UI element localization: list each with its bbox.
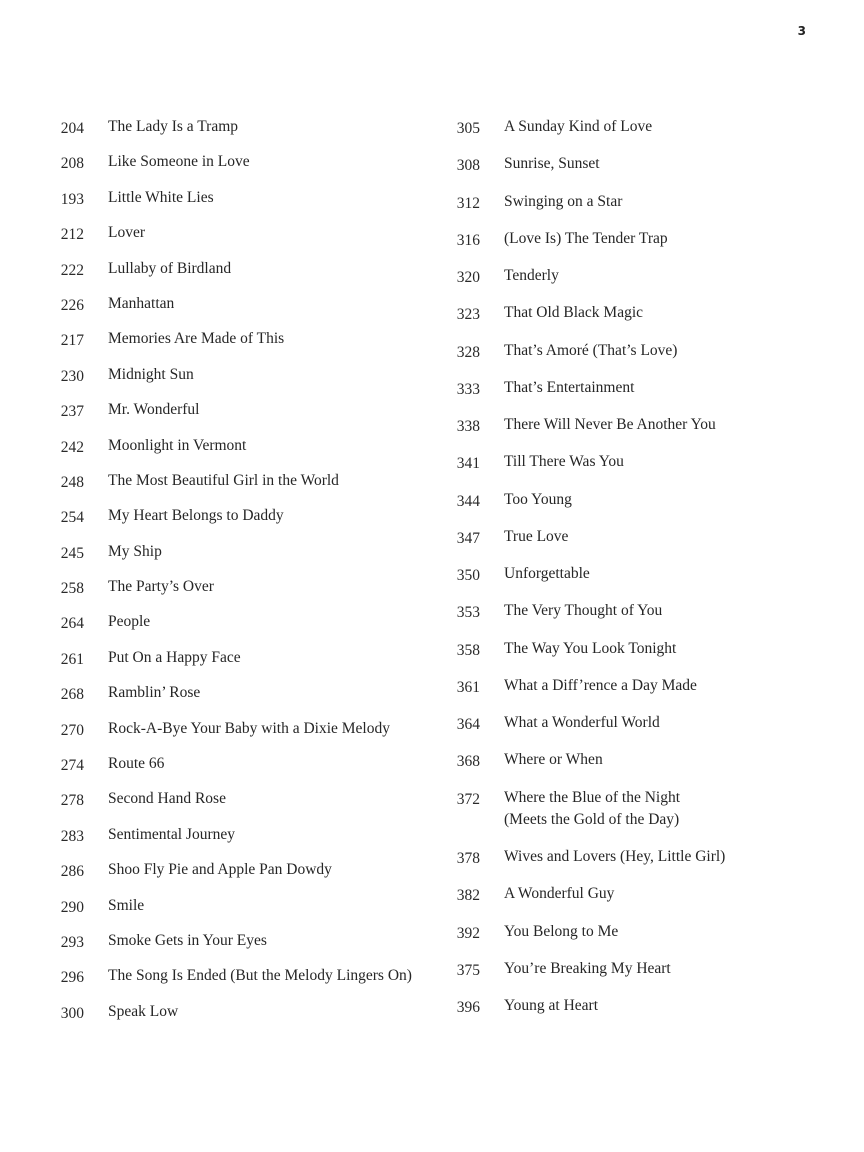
entry-title: The Party’s Over (108, 578, 214, 596)
contents-entry (436, 675, 846, 712)
contents-entry (436, 451, 846, 488)
contents-entry (40, 187, 440, 222)
contents-entry (40, 505, 440, 540)
entry-title: A Sunday Kind of Love (504, 118, 653, 135)
entry-page-number: 347 (456, 529, 480, 547)
entry-title: Where or When (504, 751, 603, 769)
entry-title: The Song Is Ended (But the Melody Lingers On) (108, 967, 412, 985)
entry-title: Smile (108, 896, 145, 914)
contents-entry (436, 712, 846, 749)
entry-title: Second Hand Rose (108, 790, 226, 808)
entry-page-number: 364 (456, 716, 480, 733)
entry-title: (Love Is) The Tender Trap (504, 229, 668, 247)
entry-page-number: 300 (60, 1004, 84, 1022)
contents-entry (436, 787, 846, 847)
contents-entry (40, 647, 440, 682)
entry-page-number: 305 (456, 120, 480, 137)
entry-page-number: 361 (456, 678, 480, 696)
entry-title: That’s Entertainment (504, 378, 635, 396)
contents-entry (40, 788, 440, 823)
contents-entry (436, 116, 846, 153)
contents-entry (436, 846, 846, 883)
entry-page-number: 290 (60, 898, 84, 916)
entry-page-number: 261 (60, 650, 84, 668)
entry-title: My Ship (108, 542, 162, 560)
entry-page-number: 286 (60, 863, 84, 881)
contents-entry (40, 116, 440, 151)
entry-page-number: 296 (60, 969, 84, 987)
entry-title: Lover (108, 224, 146, 242)
contents-entry (40, 364, 440, 399)
entry-page-number: 242 (60, 438, 84, 456)
entry-page-number: 350 (456, 567, 480, 584)
contents-entry (436, 958, 846, 995)
entry-title: Young at Heart (504, 997, 598, 1014)
contents-entry (436, 526, 846, 563)
entry-page-number: 230 (60, 367, 84, 385)
contents-entry (40, 541, 440, 576)
entry-title: That’s Amoré (That’s Love) (504, 341, 678, 359)
entry-title: Midnight Sun (108, 365, 194, 383)
entry-title: The Very Thought of You (504, 602, 663, 620)
entry-title: You’re Breaking My Heart (504, 959, 671, 977)
contents-entry (436, 153, 846, 190)
contents-entry (40, 824, 440, 859)
entry-title: People (108, 613, 151, 631)
entry-page-number: 320 (456, 269, 480, 286)
entry-page-number: 283 (60, 827, 84, 845)
entry-page-number: 278 (60, 792, 84, 810)
entry-page-number: 333 (456, 380, 480, 398)
entry-page-number: 382 (456, 887, 480, 905)
entry-page-number: 375 (456, 961, 480, 979)
contents-entry (40, 1001, 440, 1036)
contents-entry (40, 611, 440, 646)
entry-page-number: 341 (456, 455, 480, 473)
contents-entry (436, 995, 846, 1032)
entry-page-number: 254 (60, 509, 84, 527)
entry-page-number: 268 (60, 686, 84, 704)
contents-entry (436, 191, 846, 228)
entry-page-number: 378 (456, 850, 480, 867)
entry-title: Unforgettable (504, 565, 590, 582)
entry-title: Swinging on a Star (504, 192, 623, 210)
contents-entry (436, 489, 846, 526)
contents-column-left (40, 116, 440, 1036)
entry-title: Wives and Lovers (Hey, Little Girl) (504, 848, 726, 865)
contents-entry (40, 895, 440, 930)
contents-entry (40, 753, 440, 788)
entry-page-number: 226 (60, 296, 84, 314)
entry-page-number: 392 (456, 924, 480, 942)
entry-title: That Old Black Magic (504, 304, 644, 322)
contents-entry (436, 414, 846, 451)
entry-page-number: 293 (60, 933, 84, 951)
entry-page-number: 316 (456, 231, 480, 249)
entry-title: The Lady Is a Tramp (108, 118, 239, 135)
entry-title: The Most Beautiful Girl in the World (108, 471, 339, 489)
page-number: 3 (797, 24, 806, 38)
entry-title: Like Someone in Love (108, 153, 250, 171)
entry-page-number: 222 (60, 261, 84, 279)
contents-entry (40, 435, 440, 470)
entry-page-number: 212 (60, 226, 84, 244)
entry-title: Ramblin’ Rose (108, 684, 201, 702)
entry-title: Rock-A-Bye Your Baby with a Dixie Melody (108, 719, 390, 737)
entry-title: Memories Are Made of This (108, 330, 285, 348)
entry-page-number: 274 (60, 757, 84, 775)
entry-title: You Belong to Me (504, 922, 619, 940)
entry-title: Lullaby of Birdland (108, 259, 232, 277)
contents-entry (40, 470, 440, 505)
entry-page-number: 193 (60, 190, 84, 208)
entry-title: Put On a Happy Face (108, 648, 241, 666)
contents-entry (40, 151, 440, 186)
entry-title: What a Wonderful World (504, 714, 660, 731)
entry-page-number: 237 (60, 403, 84, 421)
entry-title: Speak Low (108, 1002, 179, 1020)
entry-page-number: 208 (60, 155, 84, 173)
entry-title: Little White Lies (108, 188, 214, 206)
entry-page-number: 358 (456, 641, 480, 659)
entry-page-number: 344 (456, 492, 480, 510)
contents-entry (436, 377, 846, 414)
contents-column-right (436, 116, 846, 1032)
entry-page-number: 396 (456, 999, 480, 1016)
entry-page-number: 372 (456, 790, 480, 808)
contents-entry (40, 222, 440, 257)
entry-title: There Will Never Be Another You (504, 416, 716, 433)
contents-entry (40, 399, 440, 434)
entry-title: Till There Was You (504, 453, 624, 471)
contents-entry (436, 340, 846, 377)
entry-page-number: 258 (60, 580, 84, 598)
contents-entry (436, 265, 846, 302)
contents-entry (436, 921, 846, 958)
entry-page-number: 308 (456, 157, 480, 175)
contents-entry (40, 293, 440, 328)
entry-page-number: 338 (456, 418, 480, 435)
entry-title: My Heart Belongs to Daddy (108, 507, 284, 525)
entry-title: Shoo Fly Pie and Apple Pan Dowdy (108, 861, 332, 879)
entry-title: Where the Blue of the Night (Meets the Gold of the Day) (504, 788, 681, 828)
entry-title: Smoke Gets in Your Eyes (108, 931, 267, 949)
contents-entry (436, 638, 846, 675)
contents-entry (436, 228, 846, 265)
entry-title: Moonlight in Vermont (108, 436, 247, 454)
entry-title: Sunrise, Sunset (504, 155, 600, 173)
entry-page-number: 204 (60, 120, 84, 137)
contents-entry (40, 930, 440, 965)
contents-entry (40, 576, 440, 611)
entry-title: Tenderly (504, 267, 559, 284)
contents-entry (436, 302, 846, 339)
contents-entry (436, 883, 846, 920)
entry-page-number: 248 (60, 473, 84, 491)
contents-entry (40, 718, 440, 753)
entry-title: Manhattan (108, 294, 175, 312)
entry-title: Route 66 (108, 755, 165, 773)
contents-entry (436, 600, 846, 637)
entry-title: Sentimental Journey (108, 825, 235, 843)
contents-entry (436, 563, 846, 600)
contents-entry (436, 749, 846, 786)
entry-page-number: 270 (60, 721, 84, 739)
contents-entry (40, 965, 440, 1000)
contents-entry (40, 859, 440, 894)
contents-entry (40, 258, 440, 293)
entry-title: Too Young (504, 490, 572, 508)
entry-page-number: 312 (456, 194, 480, 212)
entry-page-number: 353 (456, 604, 480, 622)
entry-title: True Love (504, 527, 569, 545)
entry-page-number: 328 (456, 343, 480, 361)
entry-page-number: 368 (456, 753, 480, 771)
entry-page-number: 323 (456, 306, 480, 324)
entry-page-number: 217 (60, 332, 84, 350)
contents-entry (40, 682, 440, 717)
entry-title: Mr. Wonderful (108, 401, 200, 419)
entry-title: The Way You Look Tonight (504, 639, 677, 657)
contents-entry (40, 328, 440, 363)
entry-title: A Wonderful Guy (504, 885, 615, 903)
entry-title: What a Diff’rence a Day Made (504, 676, 697, 694)
entry-page-number: 245 (60, 544, 84, 562)
entry-page-number: 264 (60, 615, 84, 633)
